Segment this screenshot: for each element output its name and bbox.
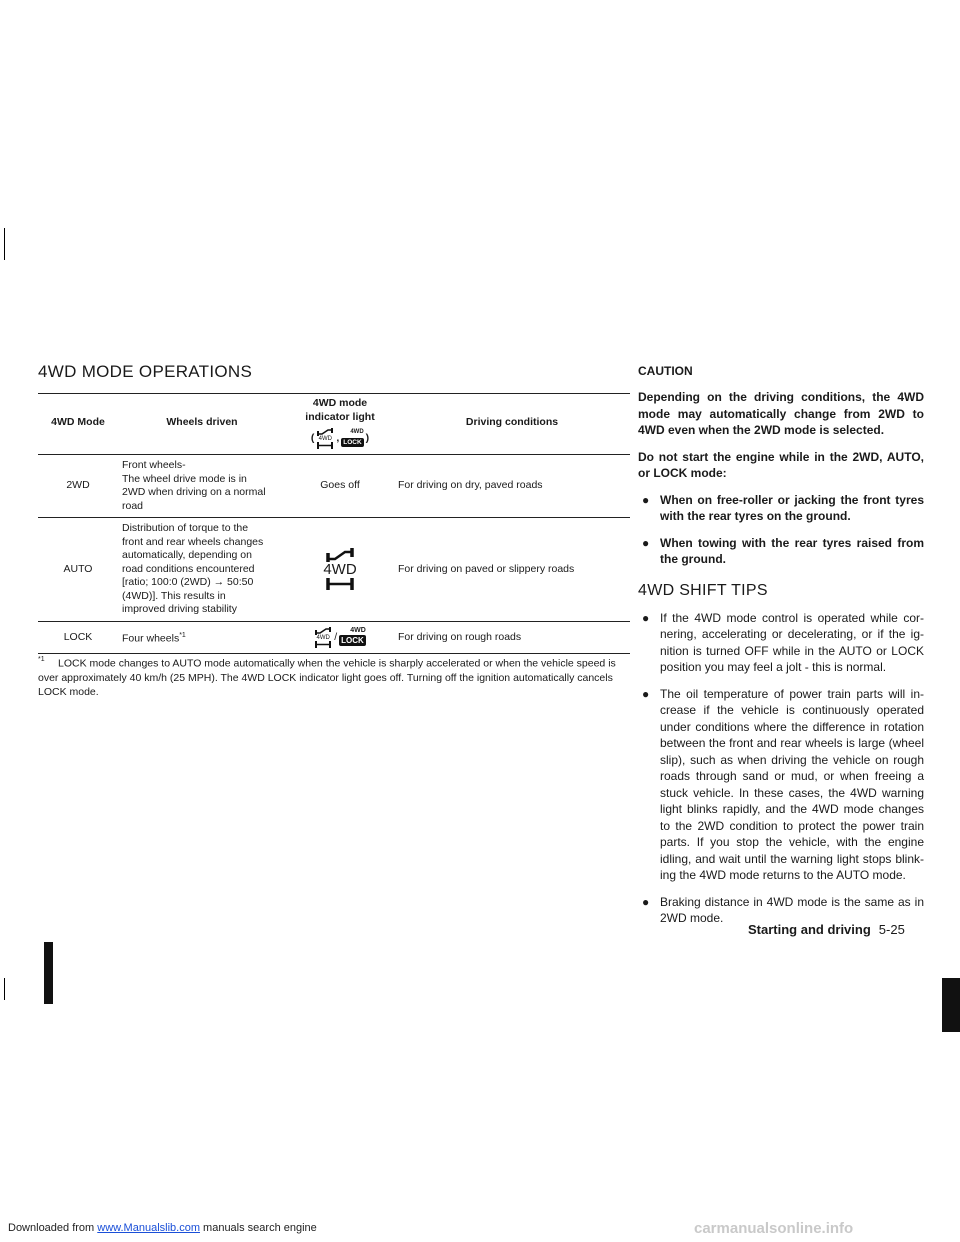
4wd-lock-icon [341, 429, 363, 449]
header-conditions: Driving conditions [394, 394, 630, 455]
bullet-icon: ● [642, 894, 650, 909]
footnote [38, 654, 628, 699]
wheels-line: Distribution of torque to the [122, 522, 249, 534]
axle-bottom-icon [325, 578, 355, 590]
paren-close: ) [365, 431, 370, 444]
axle-top-icon [314, 627, 332, 635]
mode-cell: LOCK [38, 621, 118, 654]
header-wheels: Wheels driven [118, 394, 286, 455]
header-indicator [286, 394, 394, 455]
axle-bottom-icon [314, 641, 332, 648]
wheels-line: road [122, 499, 144, 512]
4wd-indicator-icon [314, 627, 332, 648]
caution-paragraph: Depending on the driving conditions, the 4WD mode may automatically change from 2WD to 4WD even when the 2WD mode is selected. [638, 390, 924, 437]
conditions-cell: For driving on paved or slippery roads [394, 518, 630, 622]
lock-top-text: 4WD [350, 627, 366, 634]
section-title: 4WD MODE OPERATIONS [38, 362, 253, 381]
indicator-cell [286, 518, 394, 622]
download-suffix: manuals search engine [199, 1222, 317, 1234]
bullet-icon: ● [642, 492, 650, 507]
list-item-text: Braking distance in 4WD mode is the same as in 2WD mode. [660, 894, 924, 925]
wheels-line: automatically, depending on [122, 549, 252, 561]
conditions-cell: For driving on rough roads [394, 621, 630, 654]
tips-list [638, 610, 924, 927]
wheels-line: [ratio; 100:0 (2WD) → 50:50 [122, 576, 254, 588]
lock-top-text: 4WD [350, 428, 364, 435]
mode-table [38, 393, 630, 654]
list-item-text: The oil temperature of power train parts will in-crease if the vehicle is continuously operated under conditions where the difference in rotation between the front and rear wheels is large (wheel slip), such as when driving the vehicle on rough roads through sand or mud, or when freeing a stuck vehicle. In these cases, the 4WD warning light blinks rapidly, and the 4WD mode changes to the 2WD condition to protect the power train parts. If you stop the vehicle, with the engine idling, and wait until the warning light stops blink-ing the 4WD mode returns to the AUTO mode. [660, 686, 924, 882]
indicator-cell [286, 621, 394, 654]
wheels-line: (4WD)]. This results in [122, 589, 226, 602]
list-item-text: When towing with the rear tyres raised from the ground. [660, 535, 924, 566]
footnote-ref: *1 [179, 631, 186, 639]
wheels-text: Four wheels [122, 632, 180, 645]
download-note [8, 1222, 317, 1234]
footer-section: Starting and driving [748, 922, 871, 937]
wheels-cell [118, 518, 286, 622]
small-4wd-text: 4WD [316, 635, 330, 642]
page-footer [748, 922, 905, 937]
header-indicator-icons [311, 428, 369, 449]
right-column [638, 364, 924, 937]
wheels-line: 2WD when driving on a normal [122, 486, 266, 498]
wheels-line: road conditions encountered [122, 562, 255, 575]
4wd-text: 4WD [323, 561, 357, 579]
header-indicator-line1: 4WD mode [312, 397, 368, 409]
crop-mark [4, 228, 5, 260]
crop-mark [4, 978, 5, 1000]
wheels-line: Front wheels- [122, 459, 186, 471]
bullet-icon: ● [642, 610, 650, 625]
table-row-lock [38, 621, 630, 654]
list-item-text: When on free-roller or jacking the front tyres with the rear tyres on the ground. [660, 492, 924, 523]
wheels-line: The wheel drive mode is in [122, 472, 247, 485]
list-item [638, 492, 924, 525]
wheels-line: improved driving stability [122, 603, 237, 615]
list-item [638, 686, 924, 884]
chapter-tab [942, 978, 960, 1032]
caution-title: CAUTION [638, 364, 693, 378]
axle-top-icon [325, 548, 355, 562]
footnote-mark: *1 [38, 656, 45, 663]
lock-badge: LOCK [343, 438, 362, 446]
conditions-cell: For driving on dry, paved roads [394, 455, 630, 518]
bullet-icon: ● [642, 535, 650, 550]
watermark: carmanualsonline.info [694, 1220, 854, 1237]
caution-paragraph: Do not start the engine while in the 2WD, AUTO, or LOCK mode: [638, 449, 924, 480]
axle-bottom-icon [316, 442, 334, 449]
list-item [638, 535, 924, 568]
table-row-2wd [38, 455, 630, 518]
wheels-line: front and rear wheels changes [122, 535, 264, 548]
paren-open: ( [310, 431, 315, 444]
footnote-text: LOCK mode changes to AUTO mode automatically when the vehicle is sharply accelerated or when the vehicle speed is over approximately 40 km/h (25 MPH). The 4WD LOCK indicator light goes off. Turning off the ignition automatically cancels LOCK mode. [38, 657, 616, 698]
axle-top-icon [316, 428, 334, 436]
table-header-row [38, 394, 630, 455]
download-prefix: Downloaded from [8, 1222, 98, 1234]
header-mode: 4WD Mode [38, 394, 118, 455]
mode-cell: 2WD [38, 455, 118, 518]
4wd-indicator-icon [316, 428, 334, 449]
bullet-icon: ● [642, 686, 650, 701]
tips-title: 4WD SHIFT TIPS [638, 581, 768, 599]
lock-indicator-icons [314, 627, 366, 648]
4wd-lock-icon [339, 628, 366, 648]
mode-cell: AUTO [38, 518, 118, 622]
caution-list [638, 492, 924, 568]
wheels-cell [118, 621, 286, 654]
list-item [638, 610, 924, 676]
list-item-text: If the 4WD mode control is operated while cor-nering, accelerating or decelerating, or if the ig-nition is turned OFF while in the AUTO or LOCK position you may feel a jolt - this is normal. [660, 610, 924, 674]
wheels-cell [118, 455, 286, 518]
page-number: 5-25 [878, 922, 905, 937]
indicator-cell: Goes off [286, 455, 394, 518]
manualslib-link[interactable]: www.Manualslib.com [97, 1222, 200, 1234]
lock-badge: LOCK [341, 636, 364, 645]
page-edge-bar [44, 942, 53, 1004]
4wd-indicator-icon [323, 548, 356, 590]
small-4wd-text: 4WD [318, 436, 332, 442]
slash-sep: / [334, 631, 338, 643]
header-indicator-line2: indicator light [305, 410, 375, 423]
table-row-auto [38, 518, 630, 622]
comma-sep: , [336, 431, 340, 444]
